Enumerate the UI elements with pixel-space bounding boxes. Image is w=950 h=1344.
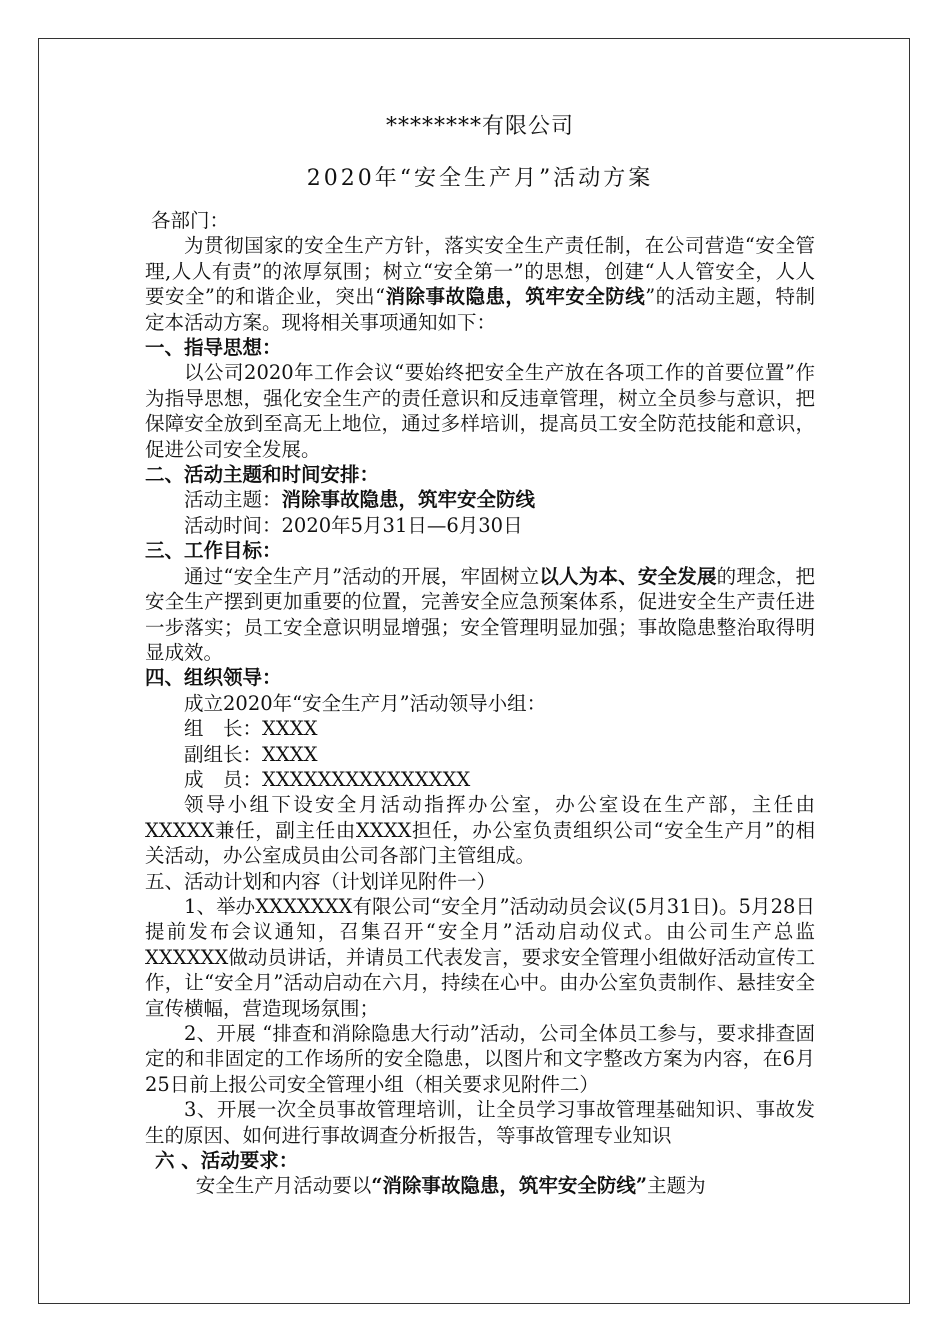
intro-paragraph: [145, 233, 815, 335]
section-6-bold: “消除事故隐患，筑牢安全防线”: [371, 1174, 648, 1198]
section-1-body: 以公司2020年工作会议“要始终把安全生产放在各项工作的首要位置”作为指导思想，强化安全生产的责任意识和反违章管理，树立全员参与意识，把保障安全放到至高无上地位，通过多样培训，提高员工安全防范技能和意识，促进公司安全发展。: [145, 361, 815, 461]
activity-theme-value: 消除事故隐患，筑牢安全防线: [281, 488, 536, 512]
company-title: ********有限公司: [385, 114, 574, 139]
section-3-text-3: 的理念，把安全生产摆到更加重要的位置，完善安全应急预案体系，促进安全生产责任进一步落实；员工安全意识明显增强；安全管理明显加强；事故隐患整治取得明显成效。: [145, 564, 815, 664]
plan-item-1: 1、举办XXXXXXX有限公司“安全月”活动动员会议(5月31日)。5月28日提前发布会议通知，召集召开“安全月”活动启动仪式。由公司生产总监XXXXXX做动员讲话，并请员工代表发言，要求安全管理小组做好活动宣传工作，让“安全月”活动启动在六月，持续在心中。由办公室负责制作、悬挂安全宣传横幅，营造现场氛围；: [145, 894, 815, 1020]
leadership-group-line: 成立2020年“安全生产月”活动领导小组：: [184, 691, 547, 715]
section-3-text-1: 通过“安全生产月”活动的开展，牢固树立: [184, 564, 540, 588]
document-body: [145, 112, 815, 1199]
intro-text-1: 为贯彻国家的安全生产方针，落实安全生产责任制，在公司营造“安全管理,人人有责”的浓厚氛围；树立“安全第一”的思想，创建“人人管安全，人人要安全”的和谐企业，突出“: [145, 234, 815, 309]
section-6-text-3: 主题为: [647, 1174, 706, 1198]
activity-theme-label: 活动主题：: [184, 488, 282, 512]
plan-item-3: 3、开展一次全员事故管理培训，让全员学习事故管理基础知识、事故发生的原因、如何进行事故调查分析报告，等事故管理专业知识: [145, 1098, 815, 1147]
section-4-heading: 四、组织领导：: [145, 666, 282, 690]
section-3-bold: 以人为本、安全发展: [539, 564, 717, 588]
section-6-body: [145, 1173, 815, 1198]
intro-theme-bold: 消除事故隐患，筑牢安全防线: [385, 285, 646, 309]
section-1-heading: 一、指导思想：: [145, 336, 282, 360]
section-6-heading: 六 、活动要求：: [155, 1149, 299, 1173]
plan-item-2: 2、开展 “排查和消除隐患大行动”活动，公司全体员工参与，要求排查固定的和非固定的工作场所的安全隐患，以图片和文字整改方案为内容，在6月25日前上报公司安全管理小组（相关要求见附件二）: [145, 1022, 815, 1096]
intro-text-3: ”的活动主题，特制定本活动方案。现将相关事项通知如下：: [145, 285, 815, 334]
leader-line: 组 长：XXXX: [184, 717, 318, 741]
greeting: 各部门：: [151, 209, 230, 232]
section-3-body: [145, 564, 815, 666]
deputy-leader-line: 副组长：XXXX: [184, 742, 318, 766]
section-4-body: 领导小组下设安全月活动指挥办公室，办公室设在生产部，主任由XXXXX兼任，副主任由XXXX担任，办公室负责组织公司“安全生产月”的相关活动，办公室成员由公司各部门主管组成。: [145, 793, 815, 868]
section-6-text-1: 安全生产月活动要以: [195, 1174, 372, 1198]
section-3-heading: 三、工作目标：: [145, 539, 282, 563]
members-line: 成 员：XXXXXXXXXXXXXXX: [184, 767, 471, 791]
activity-time-line: 活动时间：2020年5月31日—6月30日: [184, 513, 523, 537]
document-title: 2020年“安全生产月”活动方案: [306, 166, 654, 191]
activity-theme-line: [145, 487, 815, 512]
section-2-heading: 二、活动主题和时间安排：: [145, 463, 380, 487]
section-5-heading: 五、活动计划和内容（计划详见附件一）: [145, 869, 497, 893]
